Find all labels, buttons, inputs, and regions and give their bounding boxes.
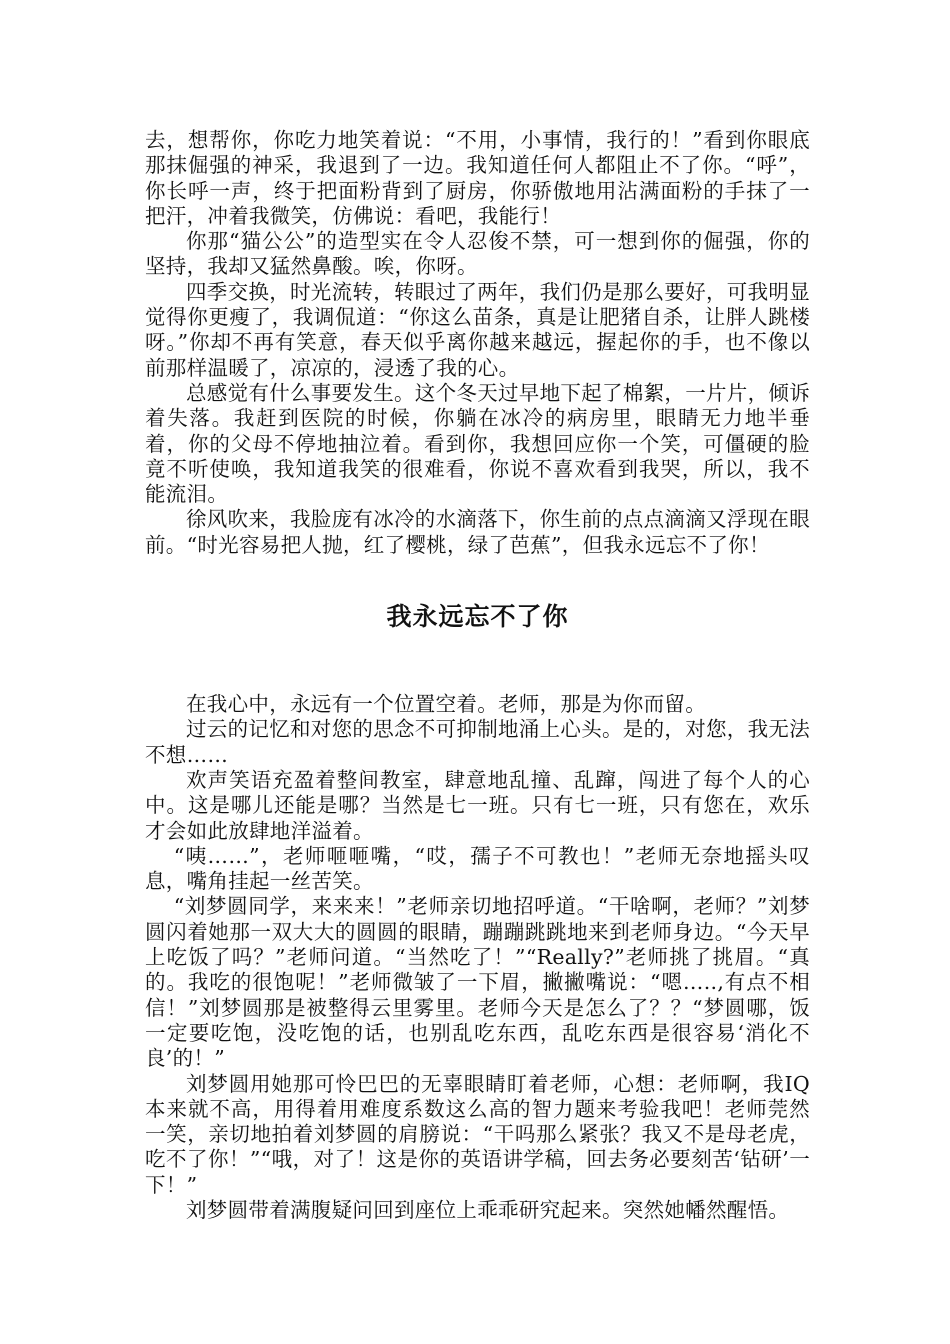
paragraph: 徐风吹来，我脸庞有冰冷的水滴落下，你生前的点点滴滴又浮现在眼前。“时光容易把人抛，红了樱桃，绿了芭蕉”，但我永远忘不了你！: [145, 507, 810, 557]
paragraph: 过云的记忆和对您的思念不可抑制地涌上心头。是的，对您，我无法不想……: [145, 717, 810, 767]
paragraph: 你那“猫公公”的造型实在令人忍俊不禁，可一想到你的倔强，你的坚持，我却又猛然鼻酸。唉，你呀。: [145, 229, 810, 279]
paragraph: “咦……”，老师咂咂嘴，“哎，孺子不可教也！”老师无奈地摇头叹息，嘴角挂起一丝苦笑。: [145, 843, 810, 894]
paragraph: 四季交换，时光流转，转眼过了两年，我们仍是那么要好，可我明显觉得你更瘦了，我调侃道：“你这么苗条，真是让肥猪自杀，让胖人跳楼呀。”你却不再有笑意，春天似乎离你越来越远，握起你的手，也不像以前那样温暖了，凉凉的，浸透了我的心。: [145, 279, 810, 380]
paragraph: 刘梦圆带着满腹疑问回到座位上乖乖研究起来。突然她幡然醒悟。: [186, 1197, 790, 1222]
paragraph: 去，想帮你，你吃力地笑着说：“不用，小事情，我行的！”看到你眼底那抹倔强的神采，我退到了一边。我知道任何人都阻止不了你。“呼”，你长呼一声，终于把面粉背到了厨房，你骄傲地用沾满面粉的手抹了一把汗，冲着我微笑，仿佛说：看吧，我能行！: [145, 128, 810, 228]
paragraph: “刘梦圆同学，来来来！”老师亲切地招呼道。“干啥啊，老师？”刘梦圆闪着她那一双大大的圆圆的眼睛，蹦蹦跳跳地来到老师身边。“今天早上吃饭了吗？”老师问道。“当然吃了！”“Really?”老师挑了挑眉。“真的。我吃的很饱呢！”老师微皱了一下眉，撇撇嘴说：“嗯…..,有点不相信！”刘梦圆那是被整得云里雾里。老师今天是怎么了？？“梦圆哪，饭一定要吃饱，没吃饱的话，也别乱吃东西，乱吃东西是很容易‘消化不良’的！”: [145, 894, 810, 1071]
essay-title: 我永远忘不了你: [386, 602, 569, 632]
document-page: [145, 128, 810, 1223]
paragraph: 在我心中，永远有一个位置空着。老师，那是为你而留。: [186, 692, 706, 717]
paragraph: 欢声笑语充盈着整间教室，肆意地乱撞、乱蹿，闯进了每个人的心中。这是哪儿还能是哪？当然是七一班。只有七一班，只有您在，欢乐才会如此放肆地洋溢着。: [145, 767, 810, 843]
paragraph: 总感觉有什么事要发生。这个冬天过早地下起了棉絮，一片片，倾诉着失落。我赶到医院的时候，你躺在冰冷的病房里，眼睛无力地半垂着，你的父母不停地抽泣着。看到你，我想回应你一个笑，可僵硬的脸竟不听使唤，我知道我笑的很难看，你说不喜欢看到我哭，所以，我不能流泪。: [145, 380, 810, 507]
paragraph: 刘梦圆用她那可怜巴巴的无辜眼睛盯着老师，心想：老师啊，我IQ本来就不高，用得着用难度系数这么高的智力题来考验我吧！老师莞然一笑，亲切地拍着刘梦圆的肩膀说：“干吗那么紧张？我又不是母老虎，吃不了你！”“哦，对了！这是你的英语讲学稿，回去务必要刻苦‘钻研’一下！”: [145, 1071, 810, 1197]
